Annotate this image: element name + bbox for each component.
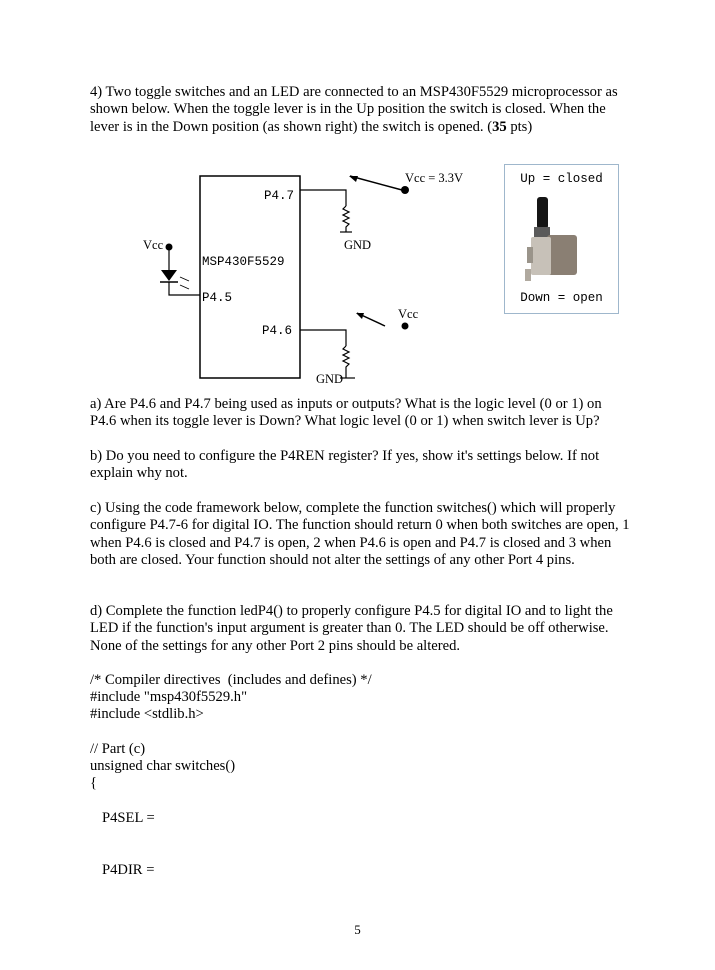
points-value: 35 [492,118,507,135]
toggle-switch-icon [521,195,583,283]
part-d: d) Complete the function ledP4() to properly configure P4.5 for digital IO and to light the LED if the function's input argument is greater than 0. The LED should be off otherwise. None of the settings for any other Port 2 pins should be altered. [90,603,613,654]
toggle-switch-box [504,164,619,314]
chip-name-label: MSP430F5529 [202,255,285,269]
wire-p46 [300,330,346,346]
arrow-icon [349,176,358,182]
led-diode-icon [161,270,177,281]
toggle-switch-lever-top [350,176,402,190]
part-c: c) Using the code framework below, complete the function switches() which will properly configure P4.7-6 for digital IO. The function should return 0 when both switches are open, 1 when P4.6 is closed and P4.7 is open, 2 when P4.6 is open and P4.7 is closed and 3 when both are closed. Your function should not alter the settings of any other Port 4 pins. [90,500,630,568]
code-line-include-2: #include <stdlib.h> [90,706,204,722]
gnd-label-bottom: GND [316,372,344,386]
toggle-collar [534,227,550,237]
gnd-label-top: GND [344,238,372,252]
vcc-33-label: Vcc = 3.3V [405,171,464,185]
toggle-lever [537,197,548,229]
intro-text: 4) Two toggle switches and an LED are connected to an MSP430F5529 microprocessor as shown below. When the toggle lever is in the Up position the switch is closed. When the lever is in the Down position (as shown right) the switch is opened. ( [90,84,618,135]
page-number: 5 [354,922,361,937]
intro-text-end: pts) [506,118,533,135]
switch-contact-top [401,186,409,194]
resistor-top [343,206,349,232]
wire-led-p45 [169,282,200,295]
led-emission-arrow [180,277,189,281]
arrow-icon [356,313,364,319]
toggle-terminal [525,269,531,281]
down-open-label: Down = open [520,291,603,305]
pin-label-p47: P4.7 [264,189,295,203]
part-a: a) Are P4.6 and P4.7 being used as inputs or outputs? What is the logic level (0 or 1) on P4.6 when its toggle lever is Down? What logic level (0 or 1) when switch lever is Up? [90,396,602,430]
led-emission-arrow [180,285,189,289]
pin-label-p46: P4.6 [262,324,293,338]
toggle-face [531,237,551,275]
pin-label-p45: P4.5 [202,291,233,305]
code-line-function: unsigned char switches() [90,758,236,774]
wire-p47 [300,190,346,206]
code-line-comment: /* Compiler directives (includes and defines) */ [90,672,372,688]
part-b: b) Do you need to configure the P4REN register? If yes, show it's settings below. If not explain why not. [90,448,600,482]
switch-contact-bottom [402,323,409,330]
vcc-label-right: Vcc [398,307,419,321]
code-line-p4sel: P4SEL = [102,810,155,826]
code-line-include-1: #include "msp430f5529.h" [90,689,248,705]
code-line-part-c: // Part (c) [90,741,146,757]
up-closed-label: Up = closed [520,172,603,186]
code-line-p4dir: P4DIR = [102,862,155,878]
code-line-brace: { [90,775,98,791]
resistor-bottom [343,346,349,378]
toggle-body [547,235,577,275]
microcontroller-chip [200,176,300,378]
toggle-bushing [527,247,533,263]
vcc-label-left: Vcc [143,238,164,252]
